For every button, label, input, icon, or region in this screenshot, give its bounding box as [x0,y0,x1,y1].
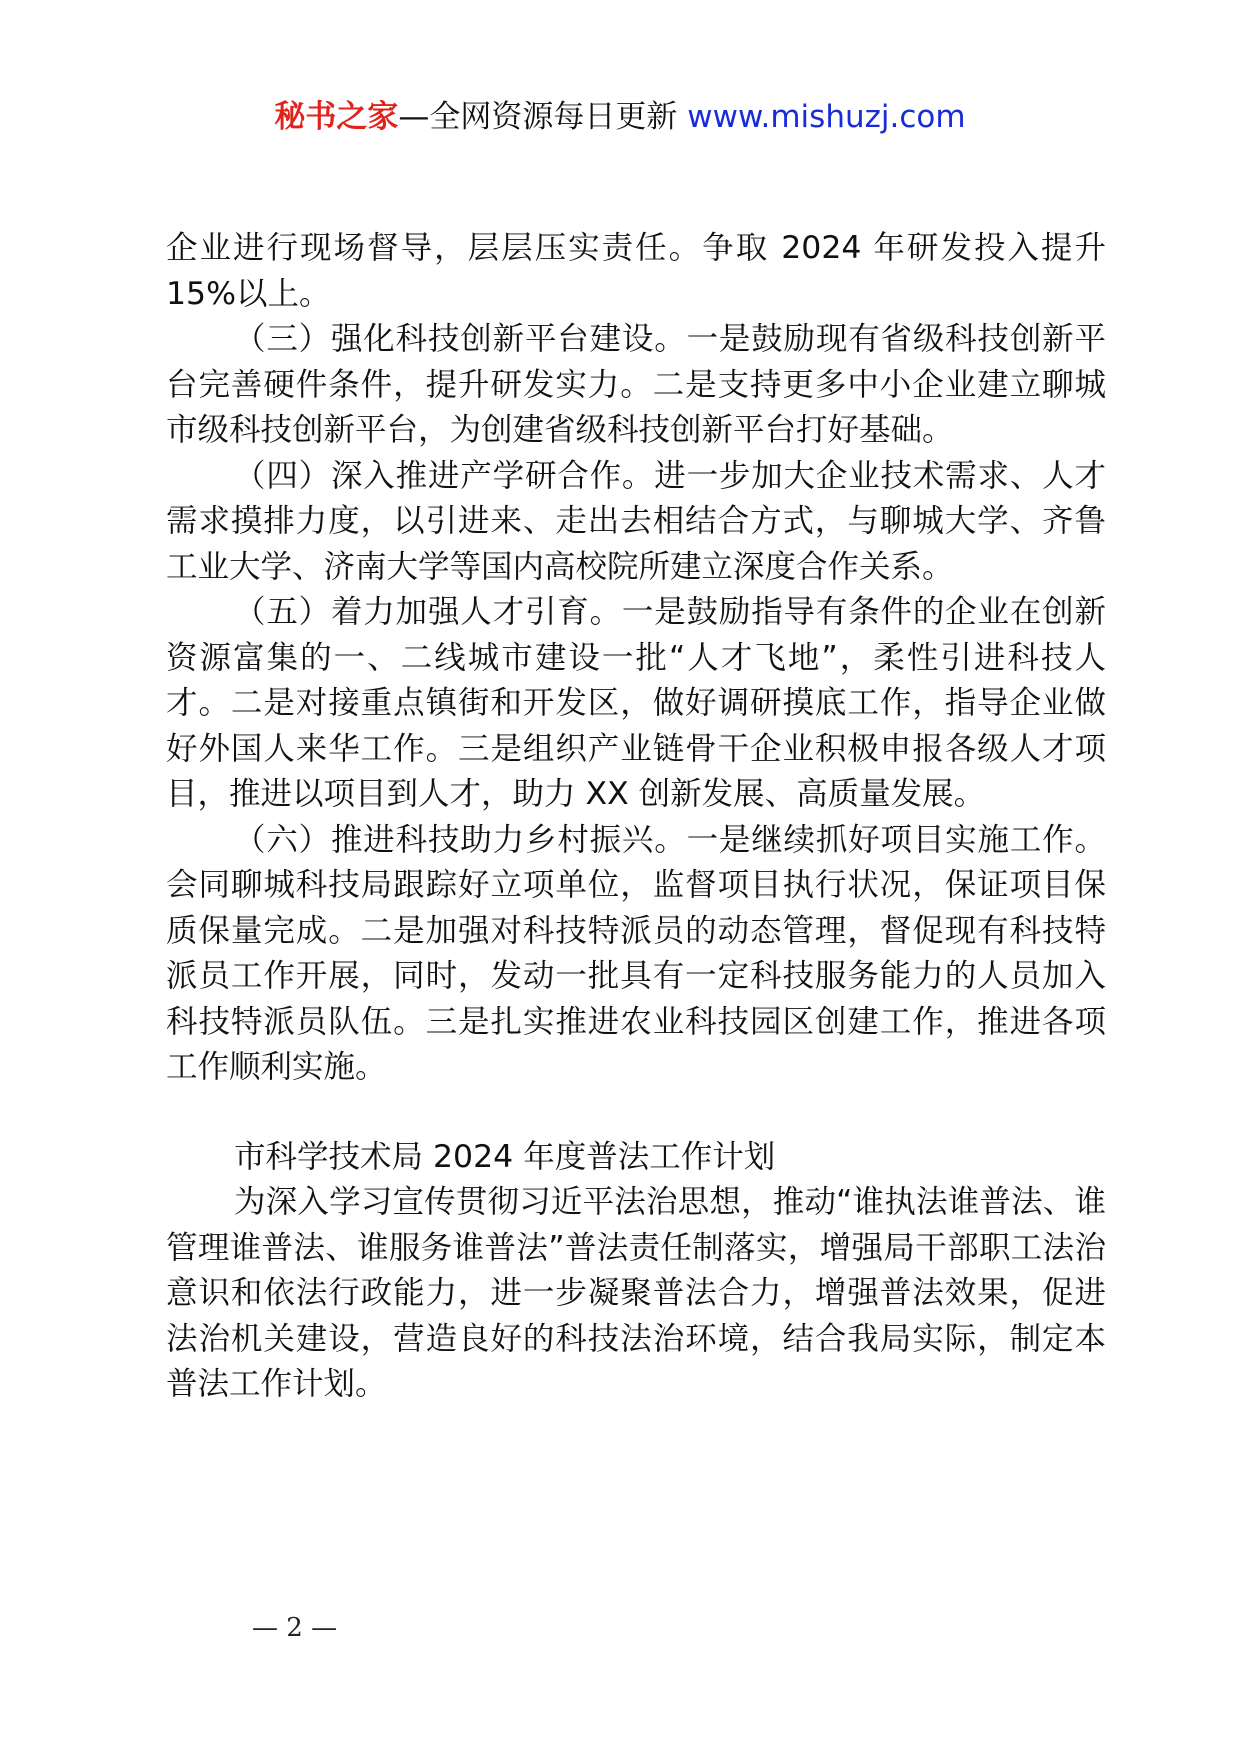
paragraph-section-3: （三）强化科技创新平台建设。一是鼓励现有省级科技创新平台完善硬件条件，提升研发实力。二是支持更多中小企业建立聊城市级科技创新平台，为创建省级科技创新平台打好基础。 [166,321,1106,448]
document-body [166,226,1106,1408]
site-brand-name: 秘书之家 [274,99,399,135]
site-tagline: —全网资源每日更新 [398,99,678,135]
paragraph-section-6: （六）推进科技助力乡村振兴。一是继续抓好项目实施工作。会同聊城科技局跟踪好立项单位，监督项目执行状况，保证项目保质保量完成。二是加强对科技特派员的动态管理，督促现有科技特派员工作开展，同时，发动一批具有一定科技服务能力的人员加入科技特派员队伍。三是扎实推进农业科技园区创建工作，推进各项工作顺利实施。 [166,821,1106,1085]
page-number: — 2 — [252,1613,338,1643]
site-url-link[interactable]: www.mishuzj.com [687,99,966,135]
document-title-legal-plan: 市科学技术局 2024 年度普法工作计划 [234,1138,776,1175]
paragraph-intro-legal-plan: 为深入学习宣传贯彻习近平法治思想，推动“谁执法谁普法、谁管理谁普法、谁服务谁普法”普法责任制落实，增强局干部职工法治意识和依法行政能力，进一步凝聚普法合力，增强普法效果，促进法治机关建设，营造良好的科技法治环境，结合我局实际，制定本普法工作计划。 [166,1184,1106,1402]
paragraph-gap [166,1091,1106,1135]
paragraph-section-4: （四）深入推进产学研合作。进一步加大企业技术需求、人才需求摸排力度，以引进来、走出去相结合方式，与聊城大学、齐鲁工业大学、济南大学等国内高校院所建立深度合作关系。 [166,457,1106,585]
paragraph-continuation: 企业进行现场督导，层层压实责任。争取 2024 年研发投入提升 15%以上。 [166,230,1106,312]
paragraph-section-5: （五）着力加强人才引育。一是鼓励指导有条件的企业在创新资源富集的一、二线城市建设一批“人才飞地”，柔性引进科技人才。二是对接重点镇街和开发区，做好调研摸底工作，指导企业做好外国人来华工作。三是组织产业链骨干企业积极申报各级人才项目，推进以项目到人才，助力 XX 创新发展、高质量发展。 [166,594,1106,812]
site-header-banner [0,97,1240,137]
